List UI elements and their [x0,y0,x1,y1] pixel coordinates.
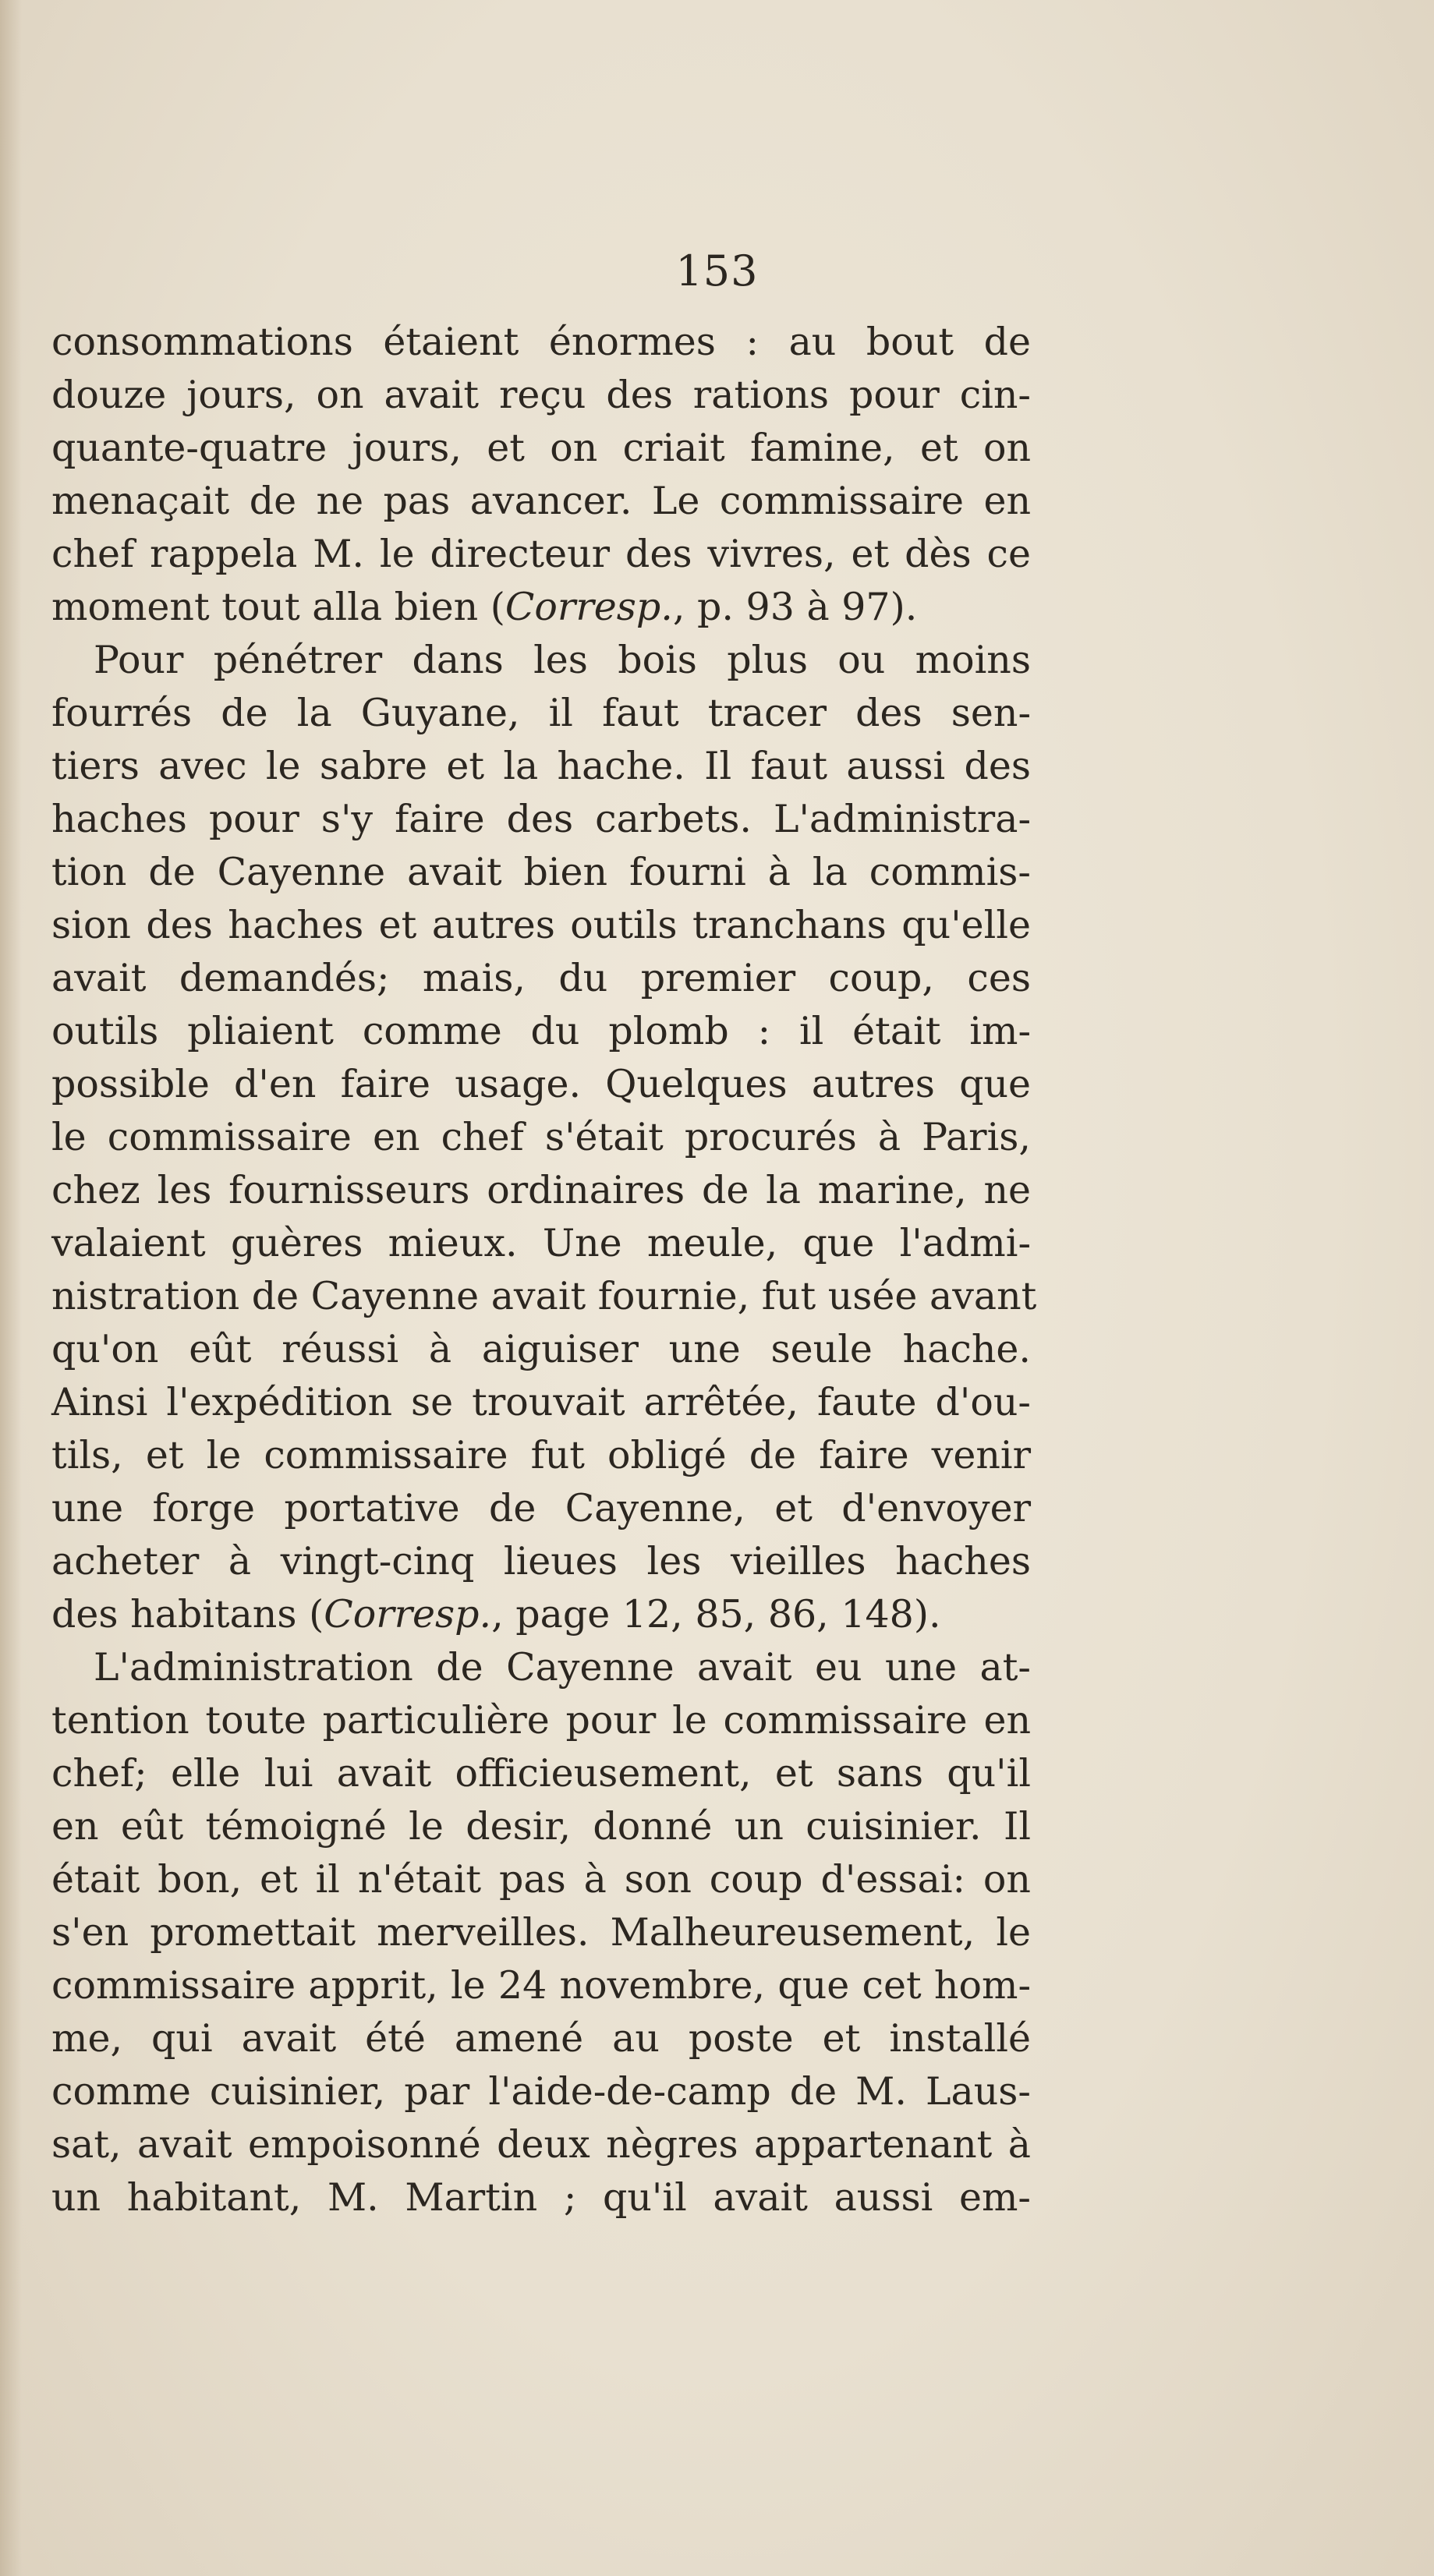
text-line: en eût témoigné le desir, donné un cuisinier. Il [51,1804,1031,1849]
text-line: tils, et le commissaire fut obligé de faire venir [51,1433,1031,1477]
text-line: sion des haches et autres outils tranchans qu'elle [51,903,1031,947]
body-text [51,316,1037,2224]
text-line: nistration de Cayenne avait fournie, fut usée avant [51,1274,1037,1318]
text-line: consommations étaient énormes : au bout de [51,320,1031,364]
text-line: moment tout alla bien (Corresp., p. 93 à 97). [51,585,918,629]
text-line: quante-quatre jours, et on criait famine, et on [51,426,1031,470]
text-line: menaçait de ne pas avancer. Le commissaire en [51,479,1031,523]
text-line: L'administration de Cayenne avait eu une at- [94,1645,1031,1690]
text-line: qu'on eût réussi à aiguiser une seule hache. [51,1327,1031,1371]
text-line: des habitans (Corresp., page 12, 85, 86, 148). [51,1592,941,1637]
text-line: tention toute particulière pour le commissaire en [51,1698,1031,1743]
text-line: fourrés de la Guyane, il faut tracer des sen- [51,691,1031,735]
page-edge-shadow [0,0,22,2576]
text-line: sat, avait empoisonné deux nègres appartenant à [51,2122,1031,2167]
text-line: Pour pénétrer dans les bois plus ou moins [94,638,1031,682]
text-line: le commissaire en chef s'était procurés à Paris, [51,1115,1031,1159]
text-line: une forge portative de Cayenne, et d'envoyer [51,1486,1031,1530]
text-line: était bon, et il n'était pas à son coup d'essai: on [51,1857,1031,1902]
text-line: me, qui avait été amené au poste et installé [51,2016,1031,2061]
text-line: haches pour s'y faire des carbets. L'administra- [51,797,1031,841]
text-line: comme cuisinier, par l'aide-de-camp de M. Laus- [51,2069,1031,2114]
text-line: tiers avec le sabre et la hache. Il faut aussi des [51,744,1031,788]
text-line: outils pliaient comme du plomb : il était im- [51,1009,1031,1053]
text-line: chef; elle lui avait officieusement, et sans qu'il [51,1751,1031,1796]
text-line: s'en promettait merveilles. Malheureusement, le [51,1910,1031,1955]
text-line: un habitant, M. Martin ; qu'il avait aussi em- [51,2175,1031,2220]
text-line: chef rappela M. le directeur des vivres, et dès ce [51,532,1031,576]
text-line: tion de Cayenne avait bien fourni à la commis- [51,850,1031,894]
text-line: Ainsi l'expédition se trouvait arrêtée, faute d'ou- [51,1380,1031,1424]
page-number: 153 [675,246,759,295]
text-line: avait demandés; mais, du premier coup, ces [51,956,1031,1000]
text-line: chez les fournisseurs ordinaires de la marine, ne [51,1168,1031,1212]
text-line: possible d'en faire usage. Quelques autres que [51,1062,1031,1106]
text-line: acheter à vingt-cinq lieues les vieilles haches [51,1539,1031,1583]
text-line: valaient guères mieux. Une meule, que l'admi- [51,1221,1031,1265]
text-line: commissaire apprit, le 24 novembre, que cet hom- [51,1963,1031,2008]
text-line: douze jours, on avait reçu des rations pour cin- [51,373,1031,417]
